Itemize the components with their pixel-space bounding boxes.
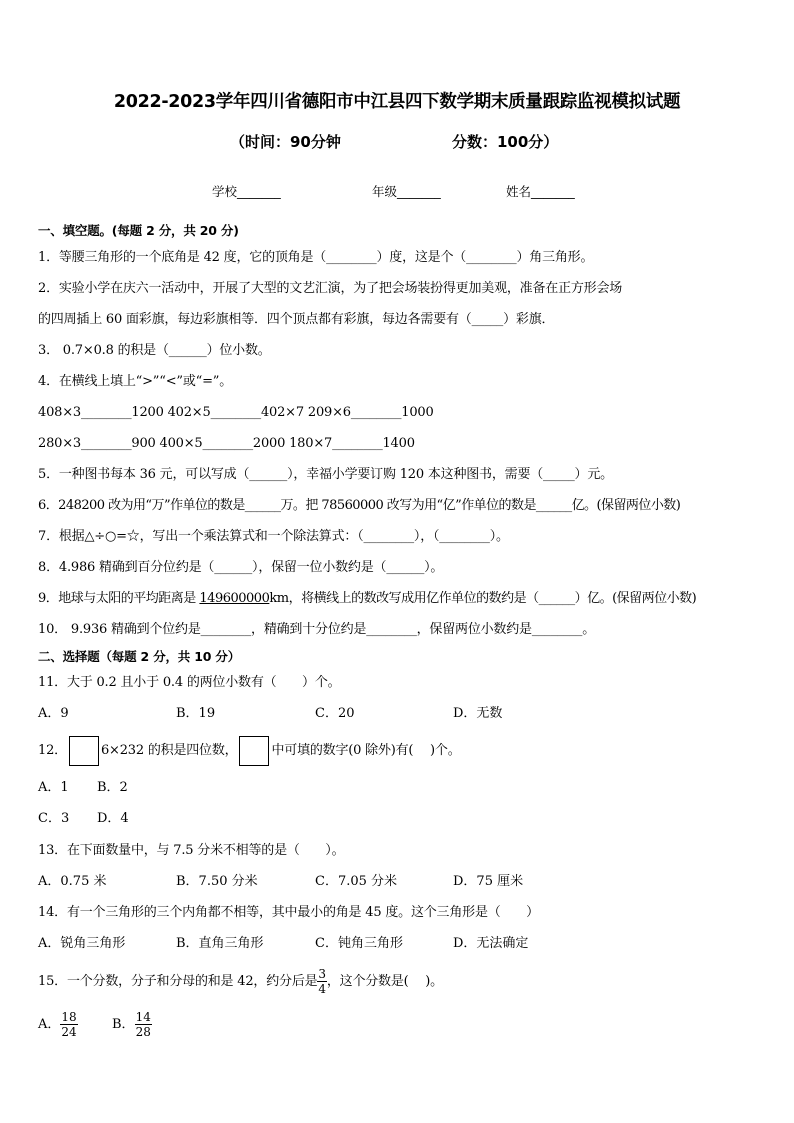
question-13: 13．在下面数量中，与 7.5 分米不相等的是（ ）。: [38, 843, 345, 858]
q14-option-a: A．锐角三角形: [38, 936, 126, 951]
question-12: [38, 735, 461, 767]
question-3: 3． 0.7×0.8 的积是（______）位小数。: [38, 343, 271, 358]
question-15-prefix: 15．一个分数，分子和分母的和是 42，约分后是: [38, 974, 318, 989]
q12-option-d: D．4: [97, 811, 129, 826]
q14-option-d: D．无法确定: [453, 936, 529, 951]
question-4: 4．在横线上填上“>”“<”或“=”。: [38, 374, 233, 389]
q15-option-b-label: B．: [112, 1017, 135, 1032]
q14-option-c: C．钝角三角形: [315, 936, 403, 951]
q11-option-a: A．9: [38, 706, 69, 721]
question-4-row-1: 408×3________1200 402×5________402×7 209×6________1000: [38, 405, 434, 420]
fraction: [135, 1010, 152, 1039]
q14-option-b: B．直角三角形: [176, 936, 264, 951]
question-12-prefix: 12．: [38, 743, 67, 758]
q13-option-c: C．7.05 分米: [315, 874, 398, 889]
q12-option-b: B．2: [97, 780, 128, 795]
answer-box: [69, 736, 99, 766]
fraction: [317, 967, 326, 996]
answer-box: [239, 736, 269, 766]
question-4-row-2: 280×3________900 400×5________2000 180×7________1400: [38, 436, 415, 451]
question-9-suffix: km，将横线上的数改写成用亿作单位的数约是（______）亿。(保留两位小数): [269, 591, 697, 606]
grade-field: 年级_______: [372, 184, 441, 199]
q13-option-a: A．0.75 米: [38, 874, 107, 889]
question-11: 11．大于 0.2 且小于 0.4 的两位小数有（ ）个。: [38, 675, 341, 690]
exam-time: （时间：90分钟: [230, 133, 341, 151]
question-10: 10． 9.936 精确到个位约是________，精确到十分位约是________，保留两位小数约是________。: [38, 622, 596, 637]
fraction-numerator: 18: [61, 1010, 77, 1024]
question-9: [38, 590, 696, 608]
q15-option-a-label: A．: [38, 1017, 61, 1032]
q11-option-d: D．无数: [453, 706, 503, 721]
name-field: 姓名_______: [506, 184, 575, 199]
question-12-middle: 6×232 的积是四位数，: [100, 743, 238, 758]
question-9-prefix: 9．地球与太阳的平均距离是: [38, 591, 200, 606]
q11-option-b: B．19: [176, 706, 216, 721]
question-8: 8．4.986 精确到百分位约是（______），保留一位小数约是（______）。: [38, 560, 444, 575]
question-2-line-1: 2．实验小学在庆六一活动中，开展了大型的文艺汇演，为了把会场装扮得更加美观，准备在正方形会场: [38, 281, 623, 296]
q15-option-a: [38, 1008, 78, 1042]
fraction-denominator: 4: [318, 982, 326, 996]
question-6: 6．248200 改为用“万”作单位的数是______万。把 78560000 改写为用“亿”作单位的数是______亿。(保留两位小数): [38, 498, 681, 513]
question-1: 1．等腰三角形的一个底角是 42 度，它的顶角是（________）度，这是个（________）角三角形。: [38, 250, 594, 265]
q12-option-a: A．1: [38, 780, 69, 795]
page-title: 2022-2023学年四川省德阳市中江县四下数学期末质量跟踪监视模拟试题: [113, 92, 681, 112]
question-5: 5．一种图书每本 36 元，可以写成（______），幸福小学要订购 120 本这种图书，需要（_____）元。: [38, 467, 613, 482]
fraction-numerator: 14: [135, 1010, 151, 1024]
question-14: 14．有一个三角形的三个内角都不相等，其中最小的角是 45 度。这个三角形是（ ）: [38, 905, 539, 920]
school-field: 学校_______: [212, 184, 281, 199]
question-12-suffix: 中可填的数字(0 除外)有( )个。: [271, 743, 461, 758]
fraction: [60, 1010, 77, 1039]
fraction-numerator: 3: [318, 967, 326, 981]
section-1-heading: 一、填空题。(每题 2 分，共 20 分): [38, 223, 239, 238]
question-15-suffix: ，这个分数是( )。: [326, 974, 443, 989]
question-7: 7．根据△÷○=☆，写出一个乘法算式和一个除法算式：（________），（________）。: [38, 529, 509, 544]
question-2-line-2: 的四周插上 60 面彩旗，每边彩旗相等．四个顶点都有彩旗，每边各需要有（_____）彩旗．: [38, 312, 555, 327]
section-2-heading: 二、选择题（每题 2 分，共 10 分）: [38, 649, 241, 664]
exam-score: 分数：100分）: [452, 133, 559, 151]
q12-option-c: C．3: [38, 811, 70, 826]
question-9-number: 149600000: [199, 591, 270, 606]
q13-option-b: B．7.50 分米: [176, 874, 258, 889]
q13-option-d: D．75 厘米: [453, 874, 524, 889]
q11-option-c: C．20: [315, 706, 355, 721]
q15-option-b: [112, 1008, 152, 1042]
fraction-denominator: 28: [135, 1025, 151, 1039]
fraction-denominator: 24: [61, 1025, 77, 1039]
question-15: [38, 965, 443, 999]
